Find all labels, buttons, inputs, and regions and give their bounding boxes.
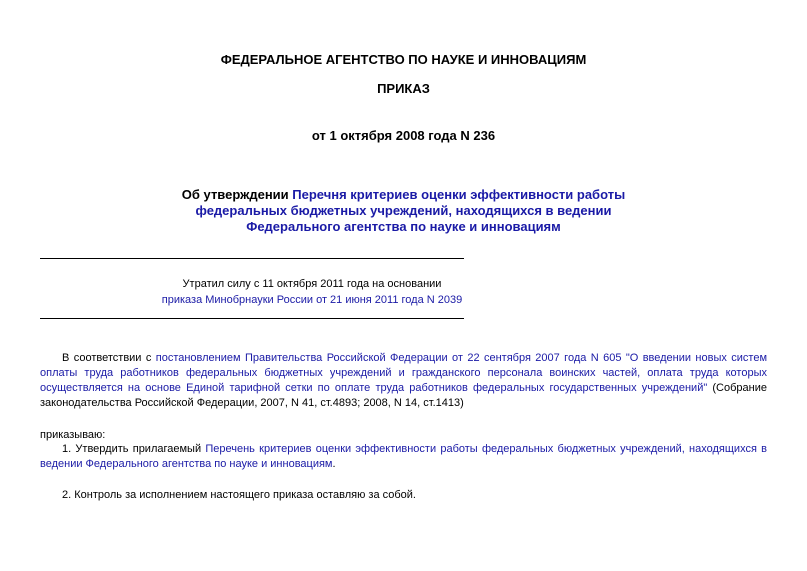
agency-title: ФЕДЕРАЛЬНОЕ АГЕНТСТВО ПО НАУКЕ И ИННОВАЦИЯМ [220, 52, 587, 67]
subject-link-part-1[interactable]: Перечня критериев оценки эффективности работы [292, 187, 626, 202]
document-type: ПРИКАЗ [377, 81, 430, 96]
basis-suffix: (Собрание законодательства Российской Федерации, 2007, N 41, ст.4893; 2008, N 14, ст.1413) [40, 382, 767, 409]
document-date-number: от 1 октября 2008 года N 236 [311, 128, 496, 143]
paragraph-item-1 [40, 442, 767, 472]
item-1-prefix: 1. Утвердить прилагаемый [62, 443, 206, 455]
status-notice [40, 276, 584, 308]
subject-link-part-2[interactable]: федеральных бюджетных учреждений, находящихся в ведении [195, 203, 612, 218]
subject-link-part-3[interactable]: Федерального агентства по науке и инновациям [246, 219, 561, 234]
subject-prefix: Об утверждении [181, 187, 293, 202]
item-1-list-link[interactable]: Перечень критериев оценки эффективности работы федеральных бюджетных учреждений, находящихся в ведении Федерального агентства по науке и инновациям [40, 443, 767, 470]
status-text: Утратил силу с 11 октября 2011 года на основании [182, 278, 442, 290]
item-1-suffix: . [332, 458, 336, 470]
subject-line-1 [0, 187, 807, 203]
paragraph-basis [40, 351, 767, 411]
basis-prefix: В соответствии с [62, 352, 156, 364]
document-subject [0, 187, 807, 235]
order-word: приказываю: [40, 429, 106, 441]
paragraph-item-2: 2. Контроль за исполнением настоящего приказа оставляю за собой. [62, 489, 416, 501]
basis-resolution-link[interactable]: постановлением Правительства Российской Федерации от 22 сентября 2007 года N 605 "О введении новых систем оплаты труда работников федеральных бюджетных учреждений и гражданского персонала воинских частей, оплата труда которых осуществляется на основе Единой тарифной сетки по оплате труда работников федеральных государственных учреждений" [40, 352, 768, 394]
divider-bottom [40, 318, 464, 319]
status-link[interactable]: приказа Минобрнауки России от 21 июня 2011 года N 2039 [161, 294, 463, 306]
divider-top [40, 258, 464, 259]
